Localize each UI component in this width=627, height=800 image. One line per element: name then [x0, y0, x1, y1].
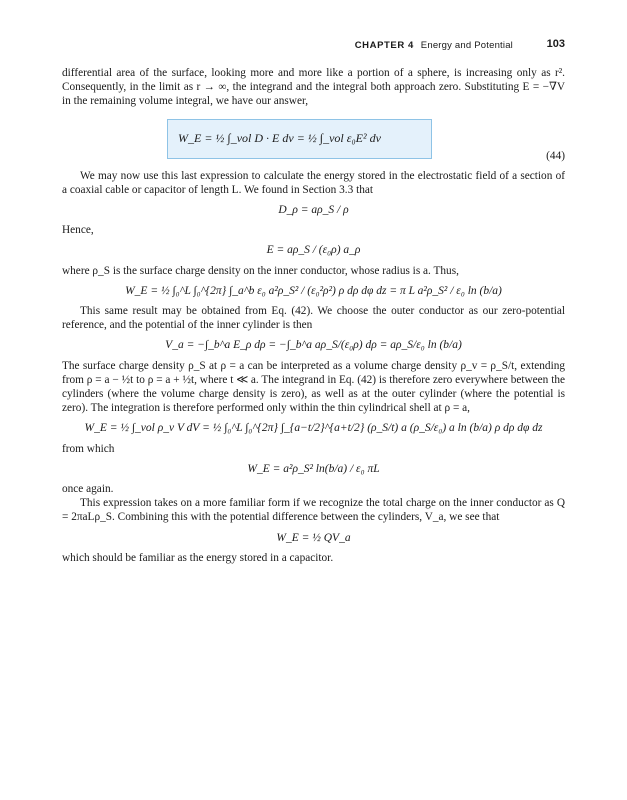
equation-inner-potential: V_a = −∫_b^a E_ρ dρ = −∫_b^a aρ_S/(ε₀ρ) dρ = aρ_S/ε₀ ln (b/a)	[165, 339, 462, 352]
equation-energy-integral: W_E = ½ ∫₀^L ∫₀^{2π} ∫_a^b ε₀ a²ρ_S² / (ε₀²ρ²) ρ dρ dφ dz = π L a²ρ_S² / ε₀ ln (b/a)	[125, 284, 502, 297]
page-body	[62, 66, 565, 565]
paragraph-6: This expression takes on a more familiar form if we recognize the total charge on the inner conductor as Q = 2πaLρ_S. Combining this with the potential difference between the cylinders, V_a, we see that	[62, 497, 565, 524]
equation-44-box	[167, 119, 432, 159]
paragraph-1: differential area of the surface, looking more and more like a portion of a sphere, is increasing only as r². Consequently, in the limit as r → ∞, the integrand and the integral both approach zero. Substituting E = −∇V in the remaining volume integral, we have our answer,	[62, 67, 565, 108]
paragraph-4: This same result may be obtained from Eq. (42). We choose the outer conductor as our zero-potential reference, and the potential of the inner cylinder is then	[62, 305, 565, 332]
paragraph-2: We may now use this last expression to calculate the energy stored in the electrostatic field of a section of a coaxial cable or capacitor of length L. We found in Section 3.3 that	[62, 169, 565, 196]
page-number: 103	[546, 38, 565, 50]
equation-44-number: (44)	[546, 150, 565, 162]
equation-d-rho: D_ρ = aρ_S / ρ	[278, 204, 349, 217]
equation-44: W_E = ½ ∫_vol D · E dv = ½ ∫_vol ε₀E² dv	[178, 130, 381, 145]
paragraph-3: where ρ_S is the surface charge density on the inner conductor, whose radius is a. Thus,	[62, 264, 459, 277]
equation-e-field: E = aρ_S / (ε₀ρ) a_ρ	[266, 244, 361, 257]
equation-capacitor-energy: W_E = ½ QV_a	[276, 531, 351, 544]
equation-energy-result: W_E = a²ρ_S² ln(b/a) / ε₀ πL	[247, 462, 380, 475]
from-which-text: from which	[62, 442, 115, 455]
chapter-title: Energy and Potential	[420, 40, 513, 51]
equation-shell-integral: W_E = ½ ∫_vol ρ_v V dV = ½ ∫₀^L ∫₀^{2π} ∫_{a−t/2}^{a+t/2} (ρ_S/t) a (ρ_S/ε₀) a ln (b/a) ρ dρ dφ dz	[84, 422, 543, 435]
paragraph-7: which should be familiar as the energy stored in a capacitor.	[62, 551, 334, 564]
chapter-heading	[355, 40, 513, 51]
chapter-label: CHAPTER 4	[354, 40, 414, 51]
paragraph-5: The surface charge density ρ_S at ρ = a can be interpreted as a volume charge density ρ_v = ρ_S/t, extending from ρ = a − ½t to ρ = a + ½t, where t ≪ a. The integrand in Eq. (42) is therefore zero everywhere between the cylinders (where the volume charge density is zero), as well as at the outer cylinder (where the potential is zero). The integration is therefore performed only within the thin cylindrical shell at ρ = a,	[62, 359, 565, 415]
once-again-text: once again.	[62, 483, 114, 496]
hence-text: Hence,	[62, 224, 94, 237]
running-header	[62, 38, 565, 54]
